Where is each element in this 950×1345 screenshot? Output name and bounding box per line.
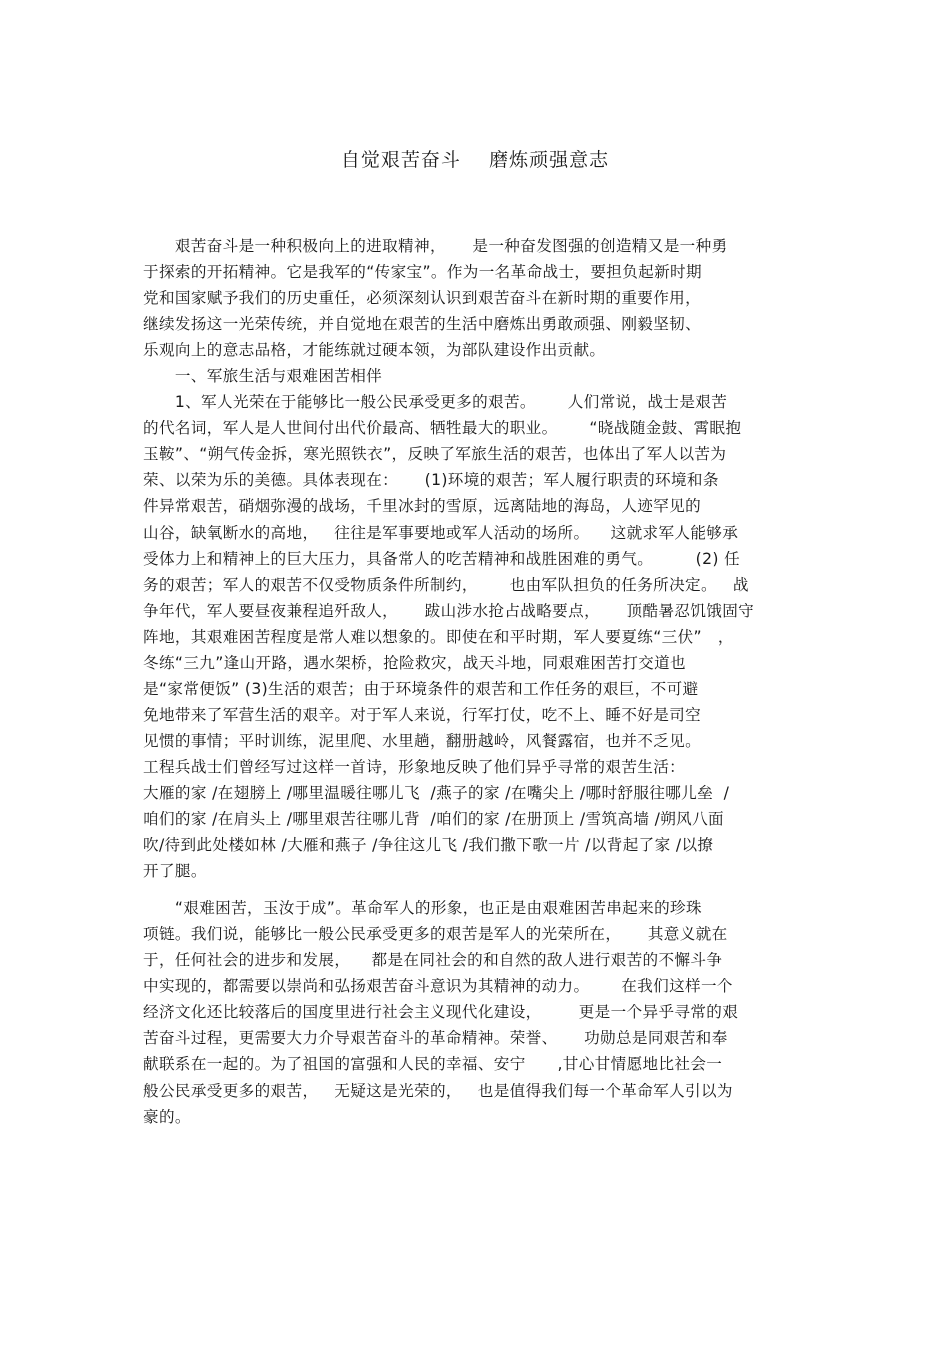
poem-line: 开了腿。 — [143, 862, 207, 881]
text-line: 工程兵战士们曾经写过这样一首诗，形象地反映了他们异乎寻常的艰苦生活： — [143, 757, 686, 776]
text-line: 豪的。 — [143, 1107, 191, 1126]
text-line: 玉鞍”、“朔气传金拆，寒光照铁衣”，反映了军旅生活的艰苦，也体出了军人以苦为 — [143, 445, 727, 464]
text-line: 艰苦奋斗是一种积极向上的进取精神， 是一种奋发图强的创造精又是一种勇 — [143, 237, 728, 255]
text-line: 于，任何社会的进步和发展， 都是在同社会的和自然的敌人进行艰苦的不懈斗争 — [143, 951, 723, 970]
text-line: 苦奋斗过程，更需要大力介导艰苦奋斗的革命精神。荣誉、 功勋总是同艰苦和奉 — [143, 1029, 728, 1048]
text-line: 项链。我们说，能够比一般公民承受更多的艰苦是军人的光荣所在， 其意义就在 — [143, 925, 728, 944]
document-title: 自觉艰苦奋斗 磨炼顽强意志 — [340, 149, 610, 171]
section-heading: 一、军旅生活与艰难困苦相伴 — [143, 367, 383, 386]
text-line: 献联系在一起的。为了祖国的富强和人民的幸福、安宁 ,甘心甘情愿地比社会一 — [143, 1055, 723, 1074]
text-line: “艰难困苦，玉汝于成”。革命军人的形象，也正是由艰难困苦串起来的珍珠 — [143, 899, 702, 918]
text-line: 经济文化还比较落后的国度里进行社会主义现代化建设， 更是一个异乎寻常的艰 — [143, 1003, 739, 1022]
text-line: 冬练“三九”逢山开路，遇水架桥，抢险救灾，战天斗地，同艰难困苦打交道也 — [143, 653, 687, 672]
poem-line: 吹/待到此处楼如林 /大雁和燕子 /争往这儿飞 /我们撒下歌一片 /以背起了家 /以撩 — [143, 836, 714, 855]
text-line: 乐观向上的意志品格，才能练就过硬本领，为部队建设作出贡献。 — [143, 341, 606, 360]
text-line: 争年代，军人要昼夜兼程追歼敌人， 跋山涉水抢占战略要点， 顶酷暑忍饥饿固守 — [143, 601, 755, 620]
text-line: 免地带来了军营生活的艰辛。对于军人来说，行军打仗，吃不上、睡不好是司空 — [143, 705, 702, 724]
text-line: 务的艰苦；军人的艰苦不仅受物质条件所制约， 也由军队担负的任务所决定。 战 — [143, 575, 749, 594]
text-line: 1、军人光荣在于能够比一般公民承受更多的艰苦。 人们常说，战士是艰苦 — [143, 393, 728, 412]
text-line: 见惯的事情；平时训练，泥里爬、水里趟，翻册越岭，风餐露宿，也并不乏见。 — [143, 731, 702, 750]
text-line: 阵地，其艰难困苦程度是常人难以想象的。即使在和平时期，军人要夏练“三伏” ， — [143, 627, 734, 646]
text-line: 继续发扬这一光荣传统，并自觉地在艰苦的生活中磨炼出勇敢顽强、刚毅坚韧、 — [143, 315, 702, 334]
poem-line: 大雁的家 /在翅膀上 /哪里温暖往哪儿飞 /燕子的家 /在嘴尖上 /哪时舒服往哪儿垒 / — [143, 783, 730, 802]
document-body — [143, 233, 823, 1130]
text-line: 是“家常便饭” (3)生活的艰苦；由于环境条件的艰苦和工作任务的艰巨，不可避 — [143, 679, 699, 698]
text-line: 的代名词，军人是人世间付出代价最高、牺牲最大的职业。 “晓战随金鼓、霄眠抱 — [143, 419, 742, 438]
poem-line: 咱们的家 /在肩头上 /哪里艰苦往哪儿背 /咱们的家 /在册顶上 /雪筑高墙 /朔风八面 — [143, 810, 724, 829]
text-line: 山谷，缺氧断水的高地， 往往是军事要地或军人活动的场所。 这就求军人能够承 — [143, 523, 739, 542]
text-line: 中实现的，都需要以崇尚和弘扬艰苦奋斗意识为其精神的动力。 在我们这样一个 — [143, 977, 733, 996]
text-line: 般公民承受更多的艰苦， 无疑这是光荣的， 也是值得我们每一个革命军人引以为 — [143, 1081, 733, 1100]
text-line: 件异常艰苦，硝烟弥漫的战场，千里冰封的雪原，远离陆地的海岛，人迹罕见的 — [143, 497, 702, 516]
text-line: 党和国家赋予我们的历史重任，必须深刻认识到艰苦奋斗在新时期的重要作用， — [143, 289, 702, 308]
text-line: 受体力上和精神上的巨大压力，具备常人的吃苦精神和战胜困难的勇气。 (2) 任 — [143, 549, 741, 568]
text-line: 于探索的开拓精神。它是我军的“传家宝”。作为一名革命战士，要担负起新时期 — [143, 263, 702, 282]
text-line: 荣、以荣为乐的美德。具体表现在： (1)环境的艰苦；军人履行职责的环境和条 — [143, 471, 719, 490]
